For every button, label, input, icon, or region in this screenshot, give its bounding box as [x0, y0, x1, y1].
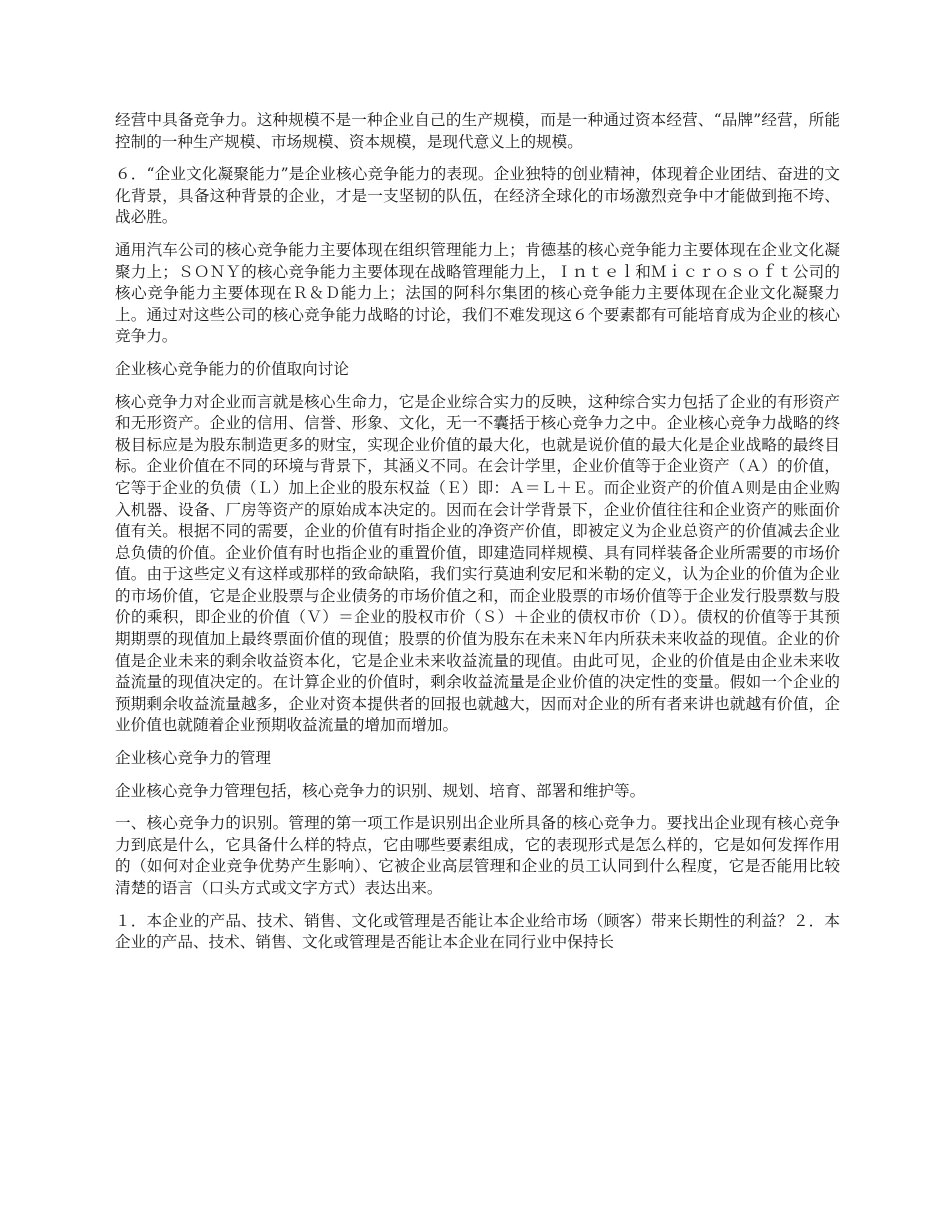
paragraph-management-scope: 企业核心竞争力管理包括，核心竞争力的识别、规划、培育、部署和维护等。: [115, 781, 646, 800]
paragraph-identification: 一、核心竞争力的识别。管理的第一项工作是识别出企业所具备的核心竞争力。要找出企业现有核心竞争力到底是什么，它具备什么样的特点，它由哪些要素组成，它的表现形式是怎么样的，它是如何发挥作用的（如何对企业竞争优势产生影响）、它被企业高层管理和企业的员工认同到什么程度，它是否能用比较清楚的语言（口头方式或文字方式）表达出来。: [115, 814, 840, 897]
paragraph-enterprise-value: 核心竞争力对企业而言就是核心生命力，它是企业综合实力的反映，这种综合实力包括了企业的有形资产和无形资产。企业的信用、信誉、形象、文化，无一不囊括于核心竞争力之中。企业核心竞争力战略的终极目标应是为股东制造更多的财宝，实现企业价值的最大化，也就是说价值的最大化是企业战略的最终目标。企业价值在不同的环境与背景下，其涵义不同。在会计学里，企业价值等于企业资产（Ａ）的价值，它等于企业的负债（Ｌ）加上企业的股东权益（Ｅ）即：Ａ＝Ｌ＋Ｅ。而企业资产的价值Ａ则是由企业购入机器、设备、厂房等资产的原始成本决定的。因而在会计学背景下，企业价值往往和企业资产的账面价值有关。根据不同的需要，企业的价值有时指企业的净资产价值，即被定义为企业总资产的价值减去企业总负债的价值。企业价值有时也指企业的重置价值，即建造同样规模、具有同样装备企业所需要的市场价值。由于这些定义有这样或那样的致命缺陷，我们实行莫迪利安尼和米勒的定义，认为企业的价值为企业的市场价值，它是企业股票与企业债务的市场价值之和，而企业股票的市场价值等于企业发行股票数与股价的乘积，即企业的价值（Ｖ）＝企业的股权市价（Ｓ）＋企业的债权市价（Ｄ）。债权的价值等于其预期期票的现值加上最终票面价值的现值；股票的价值为股东在未来Ｎ年内所获未来收益的现值。企业的价值是企业未来的剩余收益资本化，它是企业未来收益流量的现值。由此可见，企业的价值是由企业未来收益流量的现值决定的。在计算企业的价值时，剩余收益流量是企业价值的决定性的变量。假如一个企业的预期剩余收益流量越多，企业对资本提供者的回报也就越大，因而对企业的所有者来讲也就越有价值，企业价值也就随着企业预期收益流量的增加而增加。: [115, 392, 840, 735]
document-body: [115, 110, 840, 965]
paragraph-culture-cohesion: ６．“企业文化凝聚能力”是企业核心竞争能力的表现。企业独特的创业精神，体现着企业团结、奋进的文化背景，具备这种背景的企业，才是一支坚韧的队伍，在经济全球化的市场激烈竞争中才能做到拖不垮、战必胜。: [115, 165, 840, 227]
section-heading-value-orientation: 企业核心竞争能力的价值取向讨论: [115, 359, 349, 378]
paragraph-company-examples: 通用汽车公司的核心竞争能力主要体现在组织管理能力上；肯德基的核心竞争能力主要体现在企业文化凝聚力上；ＳＯＮＹ的核心竞争能力主要体现在战略管理能力上，Ｉｎｔｅｌ和Ｍｉｃｒｏｓｏｆｔ公司的核心竞争能力主要体现在Ｒ＆Ｄ能力上；法国的阿科尔集团的核心竞争能力主要体现在企业文化凝聚力上。通过对这些公司的核心竞争能力战略的讨论，我们不难发现这６个要素都有可能培育成为企业的核心竞争力。: [115, 240, 840, 346]
section-heading-management: 企业核心竞争力的管理: [115, 749, 271, 768]
paragraph-scale: 经营中具备竞争力。这种规模不是一种企业自己的生产规模，而是一种通过资本经营、“品牌”经营，所能控制的一种生产规模、市场规模、资本规模，是现代意义上的规模。: [115, 111, 840, 151]
paragraph-questions: １．本企业的产品、技术、销售、文化或管理是否能让本企业给市场（顾客）带来长期性的利益？２．本企业的产品、技术、销售、文化或管理是否能让本企业在同行业中保持长: [115, 911, 840, 952]
